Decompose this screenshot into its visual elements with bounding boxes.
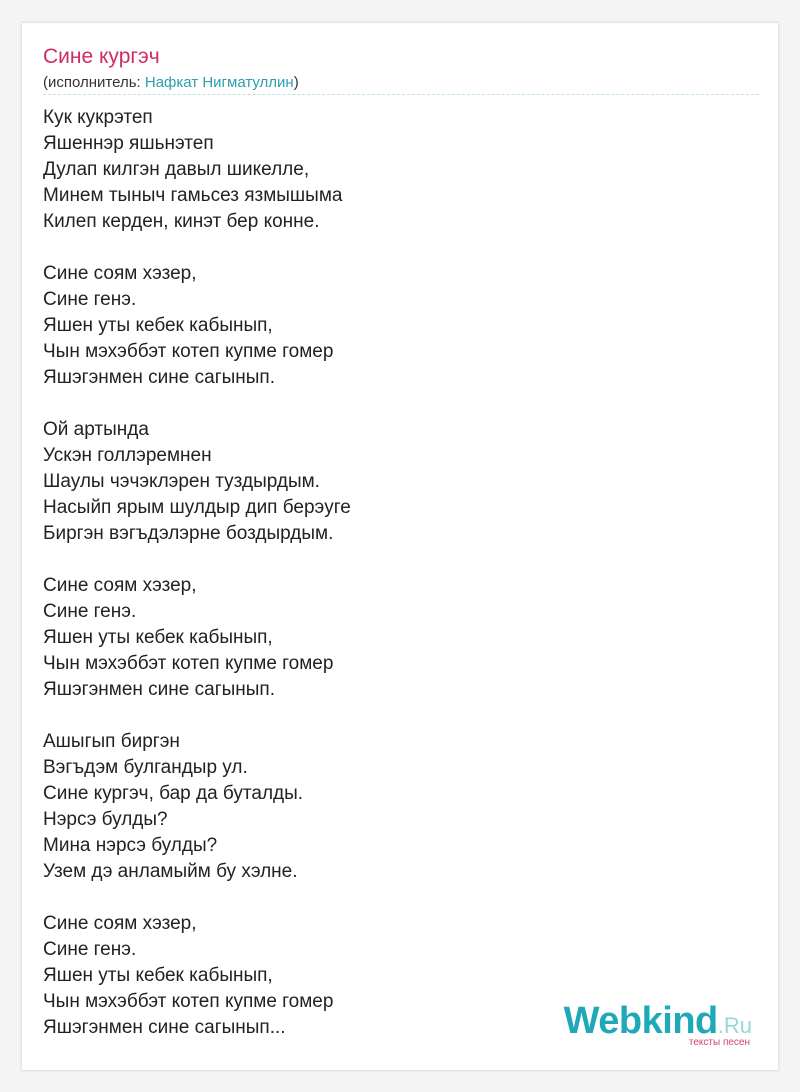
performer-suffix: ): [293, 74, 299, 91]
performer-line: [43, 73, 299, 93]
divider: [43, 94, 759, 95]
logo-tagline: тексты песен: [688, 1037, 750, 1048]
stanza: [43, 105, 743, 235]
lyric-line: Сине соям хэзер,: [43, 913, 197, 934]
stanza: [43, 573, 743, 703]
lyric-line: Сине генэ.: [43, 601, 137, 622]
lyrics-card: [21, 22, 779, 1071]
artist-link[interactable]: Нафкат Нигматуллин: [144, 74, 294, 91]
lyric-line: Мина нэрсэ булды?: [43, 835, 218, 856]
lyric-line: Шаулы чэчэклэрен туздырдым.: [43, 471, 320, 492]
lyric-line: Ой артында: [43, 419, 149, 440]
lyric-line: Минем тыныч гамьсез язмышыма: [43, 185, 343, 206]
lyric-line: Яшеннэр яшьнэтеп: [43, 133, 214, 154]
lyric-line: Сине кургэч, бар да буталды.: [43, 783, 304, 804]
stanza: [43, 417, 743, 547]
lyric-line: Яшэгэнмен сине сагынып...: [43, 1017, 286, 1038]
lyric-line: Сине генэ.: [43, 939, 137, 960]
lyric-line: Биргэн вэгъдэлэрне боздырдым.: [43, 523, 334, 544]
lyric-line: Яшэгэнмен сине сагынып.: [43, 367, 275, 388]
logo-domain-suffix: .Ru: [717, 1013, 752, 1038]
lyric-line: Яшэгэнмен сине сагынып.: [43, 679, 275, 700]
webkind-logo[interactable]: [564, 1002, 752, 1048]
lyric-line: Насыйп ярым шулдыр дип берэуге: [43, 497, 351, 518]
lyric-line: Яшен уты кебек кабынып,: [43, 315, 273, 336]
stanza: [43, 261, 743, 391]
lyric-line: Ускэн голлэремнен: [43, 445, 212, 466]
lyric-line: Узем дэ анламыйм бу хэлне.: [43, 861, 298, 882]
lyric-line: Килеп керден, кинэт бер конне.: [43, 211, 320, 232]
lyric-line: Сине генэ.: [43, 289, 137, 310]
lyric-line: Кук кукрэтеп: [43, 107, 153, 128]
lyric-line: Сине соям хэзер,: [43, 575, 197, 596]
lyric-line: Яшен уты кебек кабынып,: [43, 965, 273, 986]
logo-wordmark: Webkind: [563, 1000, 718, 1042]
song-title: Сине кургэч: [43, 45, 160, 68]
lyric-line: Чын мэхэббэт котеп купме гомер: [43, 341, 334, 362]
lyric-line: Чын мэхэббэт котеп купме гомер: [43, 653, 334, 674]
lyric-line: Сине соям хэзер,: [43, 263, 197, 284]
lyric-line: Нэрсэ булды?: [43, 809, 168, 830]
lyric-line: Вэгъдэм булгандыр ул.: [43, 757, 248, 778]
stanza: [43, 729, 743, 885]
performer-prefix: (исполнитель:: [43, 74, 145, 91]
lyric-line: Дулап килгэн давыл шикелле,: [43, 159, 310, 180]
lyrics-body: [43, 105, 743, 1067]
lyric-line: Ашыгып биргэн: [43, 731, 180, 752]
lyric-line: Чын мэхэббэт котеп купме гомер: [43, 991, 334, 1012]
lyric-line: Яшен уты кебек кабынып,: [43, 627, 273, 648]
